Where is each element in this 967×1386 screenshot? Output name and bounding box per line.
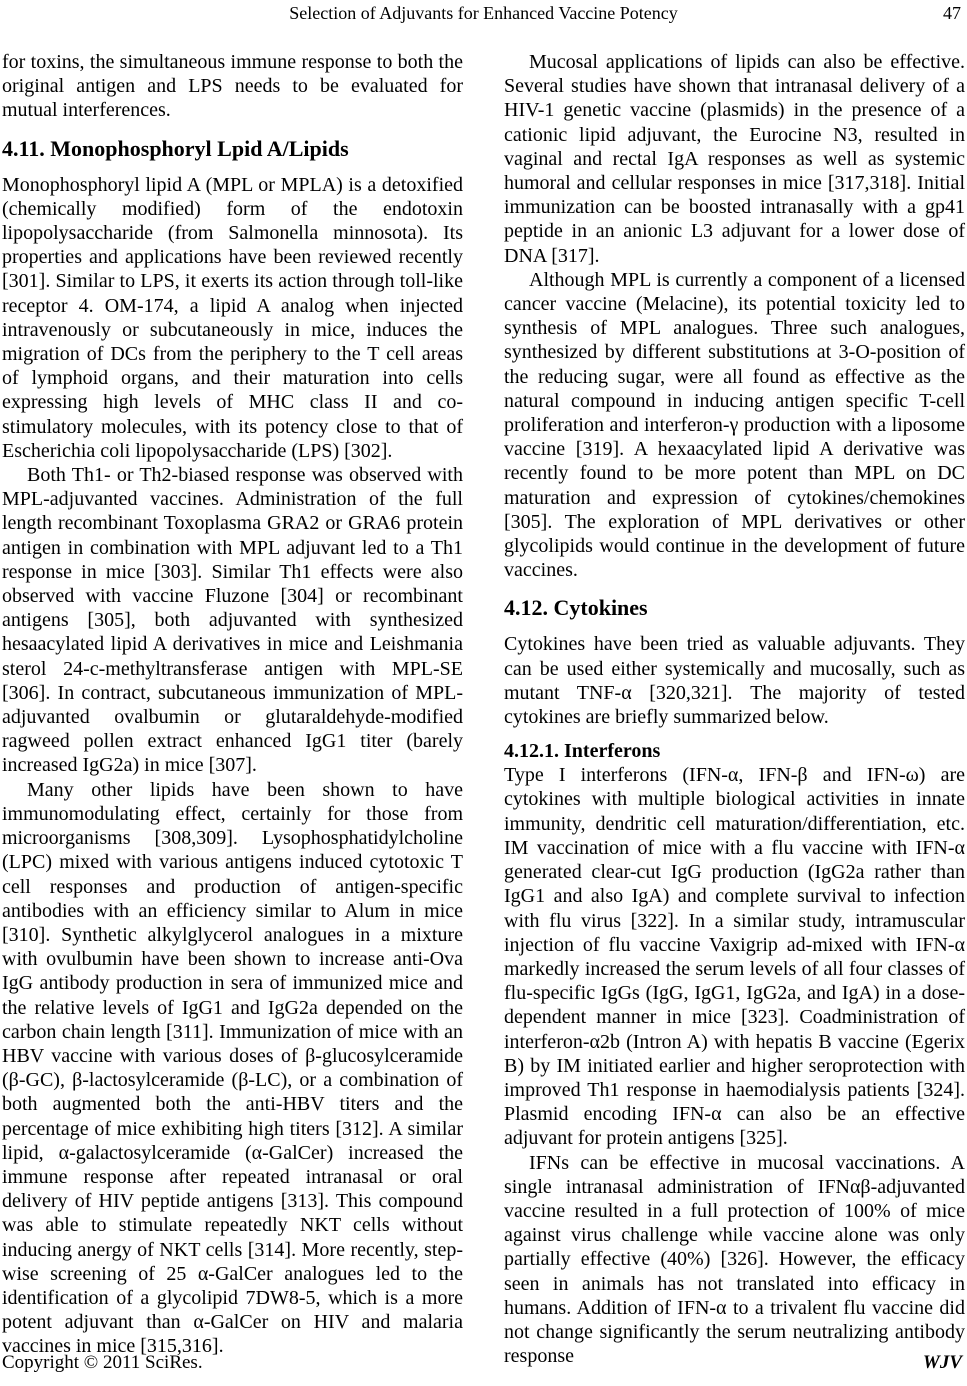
paragraph: Type I interferons (IFN-α, IFN-β and IFN-ω) are cytokines with multiple biological activities in innate immunity, dendritic cell maturation/differentiation, etc. IM vaccination of mice with a flu vaccine with IFN-α generated clear-cut IgG production (IgG2a rather than IgG1 and also IgA) and complete survival to infection with flu virus [322]. In a similar study, intramuscular injection of flu vaccine Vaxigrip ad-mixed with IFN-α markedly increased the serum levels of all four classes of flu-specific IgGs (IgG, IgG1, IgG2a, and IgA) in a dose-dependent manner in mice [323]. Coadministration of interferon-α2b (Intron A) with hepatis B vaccine (Egerix B) by IM initiated earlier and higher seroprotection with improved Th1 response in haemodialysis patients [324]. Plasmid encoding IFN-α can also be an effective adjuvant for protein antigens [325]. <box>504 764 965 1150</box>
paragraph: IFNs can be effective in mucosal vaccinations. A single intranasal administration of IFNαβ-adjuvanted vaccine resulted in a full protection of 100% of mice against virus challenge while vaccine alone was only partially effective (40%) [326]. However, the efficacy seen in animals has not translated into efficacy in humans. Addition of IFN-α to a trivalent flu vaccine did not change significantly the serum neutralizing antibody response <box>504 1151 965 1368</box>
subsection-heading-4-12-1: 4.12.1. Interferons <box>504 740 661 763</box>
left-column <box>2 50 463 1368</box>
paragraph-continuation: for toxins, the simultaneous immune response to both the original antigen and LPS needs to be evaluated for mutual interferences. <box>2 51 463 122</box>
section-heading-4-11: 4.11. Monophosphoryl Lpid A/Lipids <box>2 135 349 161</box>
copyright-notice: Copyright © 2011 SciRes. <box>2 1352 203 1373</box>
right-column <box>504 50 965 1368</box>
paragraph: Both Th1- or Th2-biased response was observed with MPL-adjuvanted vaccines. Administration of the full length recombinant Toxoplasma GRA2 or GRA6 protein antigen in combination with MPL adjuvant led to a Th1 response in mice [303]. Similar Th1 effects were also observed with vaccine Fluzone [304] or recombinant antigens [305], both adjuvanted with synthesized hesaacylated lipid A derivatives in mice and Leishmania sterol 24-c-methyltransferase antigen with MPL-SE [306]. In contract, subcutaneous immunization of MPL-adjuvanted ovalbumin or glutaraldehyde-modified ragweed pollen extract enhanced IgG1 titer (barely increased IgG2a) in mice [307]. <box>2 464 463 777</box>
paragraph: Mucosal applications of lipids can also be effective. Several studies have shown that intranasal delivery of a HIV-1 genetic vaccine (plasmids) in the presence of a cationic lipid adjuvant, the Eurocine N3, resulted in vaginal and rectal IgA responses as well as systemic humoral and cellular responses in mice [317,318]. Initial immunization can be boosted intranasally with a gp41 peptide in an anionic L3 adjuvant for a lower dose of DNA [317]. <box>504 51 965 267</box>
paragraph: Although MPL is currently a component of a licensed cancer vaccine (Melacine), its potential toxicity led to synthesis of MPL analogues. Three such analogues, synthesized by different substitutions at 3-O-position of the reducing sugar, were all found as effective as the natural compound in inducing antigen specific T-cell proliferation and interferon-γ production with a liposome vaccine [319]. A hexaacylated lipid A derivative was recently found to be more potent than MPL on DC maturation and expression of cytokines/chemokines [305]. The exploration of MPL derivatives or other glycolipids would continue in the development of future vaccines. <box>504 268 965 582</box>
two-column-body <box>2 50 965 1368</box>
section-heading-4-12: 4.12. Cytokines <box>504 595 648 621</box>
page-header <box>0 2 967 24</box>
page-footer <box>2 1352 962 1374</box>
paragraph: Monophosphoryl lipid A (MPL or MPLA) is a detoxified (chemically modified) form of the endotoxin lipopolysaccharide (from Salmonella minnosota). Its properties and applications have been reviewed recently [301]. Similar to LPS, it exerts its action through toll-like receptor 4. OM-174, a lipid A analog when injected intravenously or subcutaneously in mice, induces the migration of DCs from the periphery to the T cell areas of lymphoid organs, and their maturation into cells expressing high levels of MHC class II and co-stimulatory molecules, with its potency close to that of Escherichia coli lipopolysaccharide (LPS) [302]. <box>2 173 463 462</box>
paragraph: Many other lipids have been shown to have immunomodulating effect, certainly for those from microorganisms [308,309]. Lysophosphatidylcholine (LPC) mixed with various antigens induced cytotoxic T cell responses and production of antigen-specific antibodies with an efficiency similar to Alum in mice [310]. Synthetic alkylglycerol analogues in a mixture with ovulbumin have been shown to increase anti-Ova IgG antibody production in sera of immunized mice and the relative levels of IgG1 and IgG2a depended on the carbon chain length [311]. Immunization of mice with an HBV vaccine with various doses of β-glucosylceramide (β-GC), β-lactosylceramide (β-LC), or a combination of both augmented both the anti-HBV titers and the percentage of mice exhibiting high titers [312]. A similar lipid, α-galactosylceramide (α-GalCer) increased the immune response after repeated intranasal or oral delivery of HIV peptide antigens [313]. This compound was able to stimulate repeatedly NKT cells without inducing anergy of NKT cells [314]. More recently, step-wise screening of 25 α-GalCer analogues led to the identification of a glycolipid 7DW8-5, which is a more potent adjuvant than α-GalCer on HIV and malaria vaccines in mice [315,316]. <box>2 778 463 1358</box>
page-number: 47 <box>943 3 961 23</box>
journal-abbreviation: WJV <box>922 1352 962 1373</box>
paragraph: Cytokines have been tried as valuable adjuvants. They can be used either systemically and mucosally, such as mutant TNF-α [320,321]. The majority of tested cytokines are briefly summarized below. <box>504 633 965 729</box>
running-title: Selection of Adjuvants for Enhanced Vaccine Potency <box>289 3 678 23</box>
